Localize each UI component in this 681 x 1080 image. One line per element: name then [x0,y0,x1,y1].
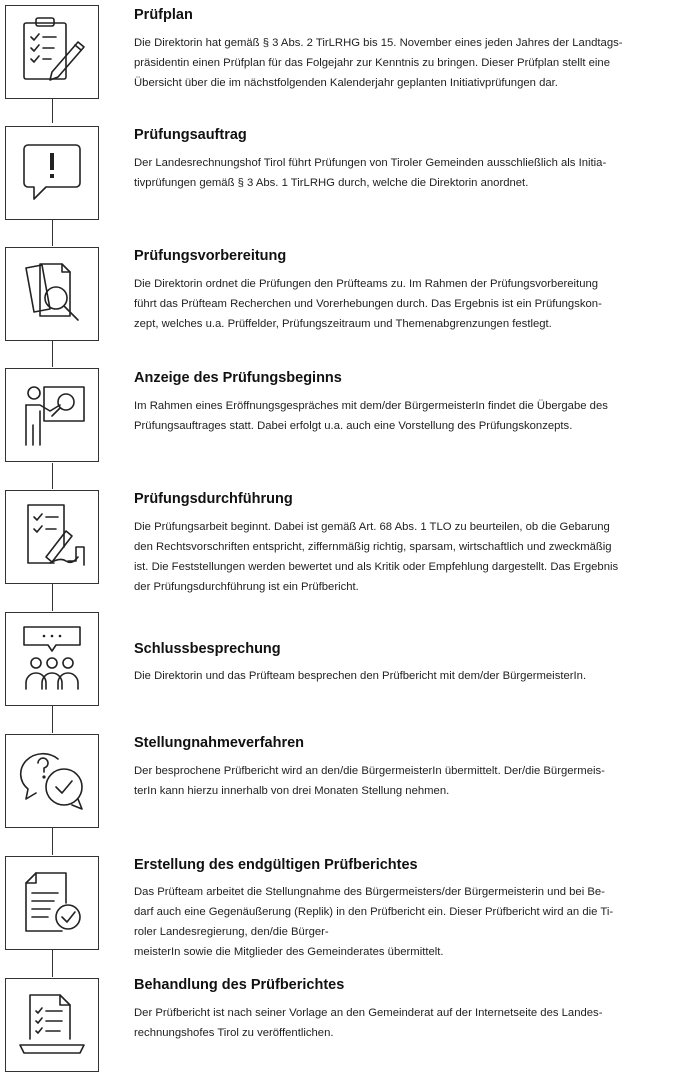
step-title: Schlussbesprechung [134,641,281,657]
step-description: Im Rahmen eines Eröffnungsgespräches mit dem/der BürgermeisterIn findet die Übergabe des Prüfungsauftrages statt. Dabei erfolgt u.a. auch eine Vorstellung des Prüfungskonzepts. [134,400,608,432]
question-check-bubbles-icon [5,734,99,828]
timeline-connector [52,220,53,246]
checklist-signing-icon [5,490,99,584]
step-title: Anzeige des Prüfungsbeginns [134,370,342,386]
presenter-board-icon [5,368,99,462]
step-title: Erstellung des endgültigen Prüfberichtes [134,857,418,873]
timeline-connector [52,827,53,855]
step-title: Prüfungsdurchführung [134,491,293,507]
step-description: Der Landesrechnungshof Tirol führt Prüfungen von Tiroler Gemeinden ausschließlich als Initia- tivprüfungen gemäß § 3 Abs. 1 TirLRHG durch, welche die Direktorin anordnet. [134,157,607,189]
step-description: Das Prüfteam arbeitet die Stellungnahme des Bürgermeisters/der Bürgermeisterin und bei Be- darf auch eine Gegenäußerung (Replik) in den Prüfbericht ein. Dieser Prüfbericht wird an die Ti- roler Landesregierung, den/die Bürger- meisterIn sowie die Mitglieder des Gemeinderates übermittelt. [134,886,614,958]
step-title: Prüfungsvorbereitung [134,248,287,264]
step-description: Die Direktorin hat gemäß § 3 Abs. 2 TirLRHG bis 15. November eines jeden Jahres der Landtags- präsidentin einen Prüfplan für das Folgejahr zur Kenntnis zu bringen. Dieser Prüfplan stellt eine Übersicht über die im nächstfolgenden Kalenderjahr geplanten Initiativprüfungen dar. [134,37,623,89]
clipboard-pen-icon [5,5,99,99]
timeline-connector [52,99,53,123]
step-description: Die Prüfungsarbeit beginnt. Dabei ist gemäß Art. 68 Abs. 1 TLO zu beurteilen, ob die Gebarung den Rechtsvorschriften entspricht, ziffernmäßig richtig, sparsam, wirtschaftlich und zweckmäßig ist. Die Feststellungen werden bewertet und als Kritik oder Empfehlung dargestellt. Das Ergebnis der Prüfungsdurchführung ist ein Prüfbericht. [134,521,619,593]
timeline-connector [52,583,53,611]
report-check-icon [5,856,99,950]
step-description: Die Direktorin ordnet die Prüfungen den Prüfteams zu. Im Rahmen der Prüfungsvorbereitung führt das Prüfteam Recherchen und Vorerhebungen durch. Das Ergebnis ist ein Prüfungskon- zept, welches u.a. Prüffelder, Prüfungszeitraum und Themenabgrenzungen festlegt. [134,278,602,330]
step-description: Die Direktorin und das Prüfteam besprechen den Prüfbericht mit dem/der BürgermeisterIn. [134,670,587,682]
step-description: Der Prüfbericht ist nach seiner Vorlage an den Gemeinderat auf der Internetseite des Landes- rechnungshofes Tirol zu veröffentlichen. [134,1007,603,1039]
timeline-connector [52,341,53,367]
timeline-connector [52,463,53,489]
step-title: Behandlung des Prüfberichtes [134,977,345,993]
step-title: Prüfplan [134,7,193,23]
step-title: Stellungnahmeverfahren [134,735,305,751]
timeline-connector [52,949,53,977]
timeline-connector [52,705,53,733]
laptop-checklist-icon [5,978,99,1072]
step-description: Der besprochene Prüfbericht wird an den/die BürgermeisterIn übermittelt. Der/die Bürgermeis- terIn kann hierzu innerhalb von drei Monaten Stellung nehmen. [134,765,605,797]
alert-speech-bubble-icon [5,126,99,220]
meeting-group-icon [5,612,99,706]
documents-magnifier-icon [5,247,99,341]
step-title: Prüfungsauftrag [134,127,247,143]
